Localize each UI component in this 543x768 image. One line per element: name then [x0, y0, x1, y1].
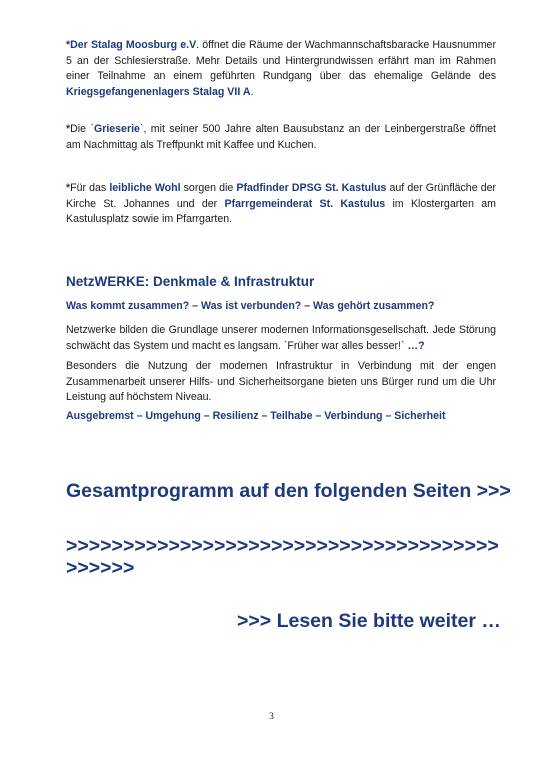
- highlight-text: *: [66, 182, 71, 194]
- arrows-line: >>>>>>>>>>>>>>>>>>>>>>>>>>>>>>>>>>>>>>>>>>>>: [66, 535, 499, 579]
- highlight-text: Pfadfinder DPSG St. Kastulus: [236, 182, 387, 194]
- program-heading: Gesamtprogramm auf den folgenden Seiten >>>: [66, 480, 511, 502]
- body-text: im Klostergarten am Kastulusplatz sowie im Pfarrgarten.: [66, 197, 496, 226]
- highlight-text: *Der Stalag Moosburg e.V: [66, 39, 197, 51]
- section-subheading: Was kommt zusammen? – Was ist verbunden? – Was gehört zusammen?: [66, 300, 435, 312]
- paragraph-stalag-moosburg: [66, 38, 496, 100]
- highlight-text: …?: [407, 339, 425, 352]
- body-text: `, mit seiner 500 Jahre alten Bausubstanz an der Leinbergerstraße öffnet am Nachmittag als Treffpunkt mit Kaffee und Kuchen.: [66, 123, 496, 151]
- body-text: Netzwerke bilden die Grundlage unserer modernen Informationsgesellschaft. Jede Störung schwächt das System und macht es langsam. `Früher war alles besser!`: [66, 324, 496, 352]
- page-number: 3: [269, 712, 274, 722]
- paragraph-netzwerke: [66, 323, 496, 354]
- highlight-text: *: [66, 123, 71, 135]
- highlight-text: Kriegsgefangenenlagers Stalag VII A: [66, 85, 251, 98]
- body-text: Für das: [70, 182, 110, 194]
- keywords-line: Ausgebremst – Umgehung – Resilienz – Teilhabe – Verbindung – Sicherheit: [66, 410, 446, 422]
- paragraph-infrastruktur: [66, 359, 496, 406]
- body-text: .: [250, 85, 254, 98]
- section-heading: NetzWERKE: Denkmale & Infrastruktur: [66, 274, 315, 289]
- body-text: Die `: [70, 123, 94, 135]
- highlight-text: Pfarrgemeinderat St. Kastulus: [224, 197, 386, 210]
- paragraph-grieserie: [66, 122, 496, 153]
- read-on-text: >>> Lesen Sie bitte weiter …: [237, 610, 501, 632]
- body-text: sorgen die: [180, 182, 237, 194]
- paragraph-leibliches-wohl: [66, 181, 496, 228]
- highlight-text: Grieserie: [93, 123, 140, 135]
- highlight-text: leibliche Wohl: [109, 182, 181, 194]
- body-text: Besonders die Nutzung der modernen Infrastruktur in Verbindung mit der engen Zusammenarbeit unserer Hilfs- und Sicherheitsorgane bieten uns Bürger rund um die Uhr Leistung auf höchstem Niveau.: [66, 360, 496, 404]
- body-text: auf der Grünfläche der Kirche St. Johannes und der: [66, 182, 497, 210]
- body-text: . öffnet die Räume der Wachmannschaftsbaracke Hausnummer 5 an der Schlesierstraße. Mehr Details und Hintergrundwissen erfährt man im Rahmen einer Teilnahme an einem geführten Rundgang über das ehemalige Gelände des: [66, 39, 496, 83]
